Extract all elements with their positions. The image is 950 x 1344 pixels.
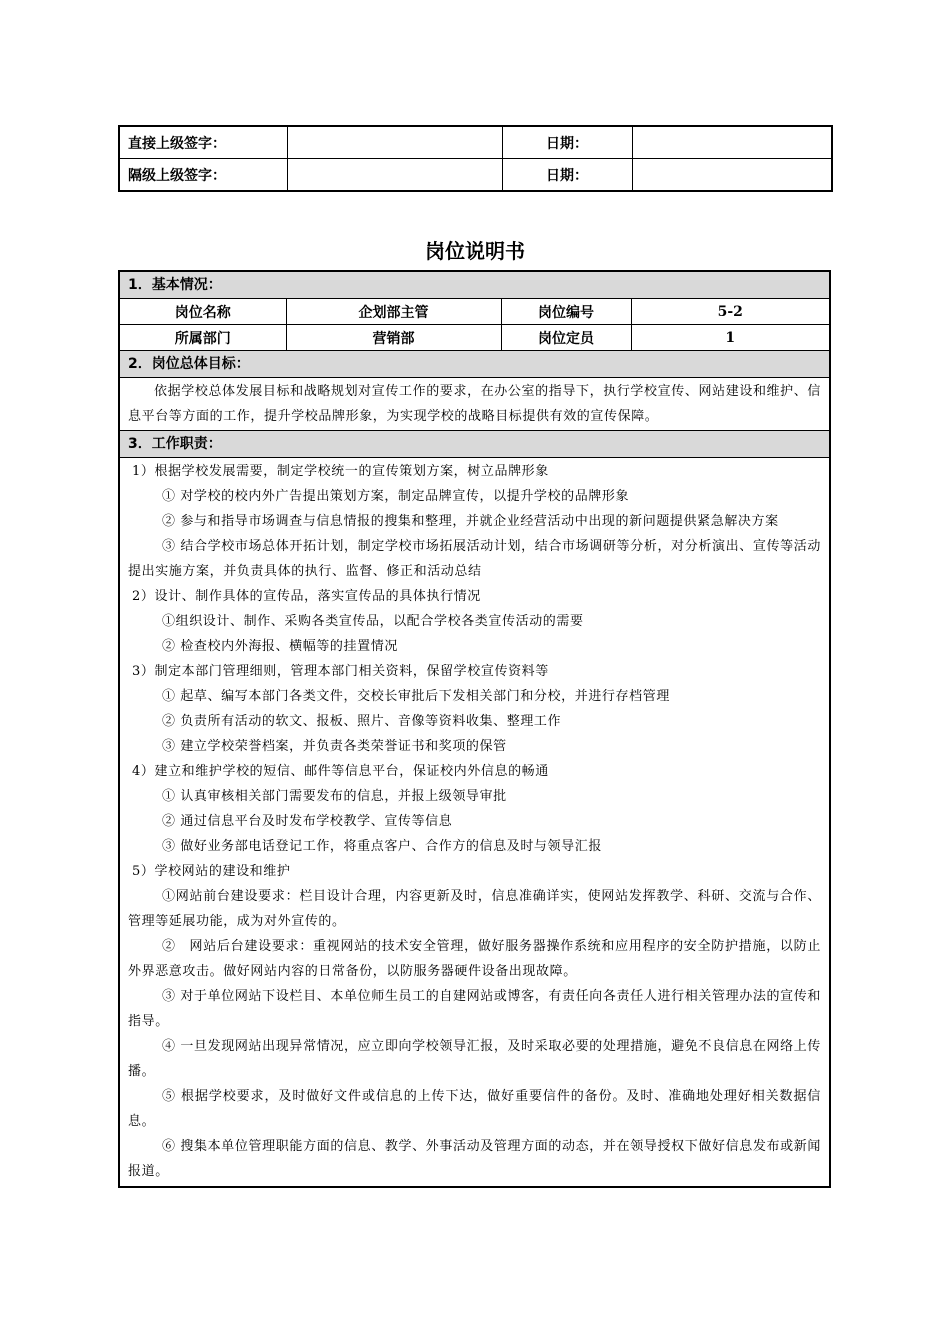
duty-subitem: ② 负责所有活动的软文、报板、照片、音像等资料收集、整理工作	[162, 714, 562, 729]
duty-subitem: ③ 做好业务部电话登记工作，将重点客户、合作方的信息及时与领导汇报	[162, 839, 602, 854]
field-label: 所属部门	[120, 325, 286, 351]
date-field[interactable]	[632, 126, 832, 159]
goal-text: 依据学校总体发展目标和战略规划对宣传工作的要求，在办公室的指导下，执行学校宣传、网站建设和维护、信息平台等方面的工作，提升学校品牌形象，为实现学校的战略目标提供有效的宣传保障。	[120, 378, 829, 431]
duty-subitem: ③ 对于单位网站下设栏目、本单位师生员工的自建网站或博客，有责任向各责任人进行相关管理办法的宣传和指导。	[128, 989, 821, 1029]
duty-subitem: ⑥ 搜集本单位管理职能方面的信息、教学、外事活动及管理方面的动态，并在领导授权下做好信息发布或新闻报道。	[128, 1139, 821, 1179]
duty-subitem: ② 检查校内外海报、横幅等的挂置情况	[162, 639, 398, 654]
field-label: 岗位名称	[120, 299, 286, 325]
basic-info-row	[120, 299, 829, 325]
date-label: 日期：	[502, 126, 632, 159]
duty-subitem: ① 起草、编写本部门各类文件，交校长审批后下发相关部门和分校，并进行存档管理	[162, 689, 670, 704]
duty-subitem: ① 认真审核相关部门需要发布的信息，并报上级领导审批	[162, 789, 507, 804]
duty-subitem: ④ 一旦发现网站出现异常情况，应立即向学校领导汇报，及时采取必要的处理措施，避免不良信息在网络上传播。	[128, 1039, 821, 1079]
duty-subitem: ⑤ 根据学校要求，及时做好文件或信息的上传下达，做好重要信件的备份。及时、准确地处理好相关数据信息。	[128, 1089, 821, 1129]
duty-subitem: ② 通过信息平台及时发布学校教学、宣传等信息	[162, 814, 453, 829]
direct-supervisor-label: 直接上级签字：	[119, 126, 287, 159]
duties-list	[120, 458, 829, 1186]
duty-item: 3）制定本部门管理细则，管理本部门相关资料，保留学校宣传资料等	[132, 664, 549, 679]
duty-item: 2）设计、制作具体的宣传品，落实宣传品的具体执行情况	[132, 589, 481, 604]
document-title: 岗位说明书	[425, 239, 525, 263]
signature-row	[119, 159, 832, 192]
duty-item: 4）建立和维护学校的短信、邮件等信息平台，保证校内外信息的畅通	[132, 764, 549, 779]
basic-info-row	[120, 325, 829, 351]
skip-level-supervisor-label: 隔级上级签字：	[119, 159, 287, 192]
duty-subitem: ③ 建立学校荣誉档案，并负责各类荣誉证书和奖项的保管	[162, 739, 507, 754]
duty-subitem: ② 网站后台建设要求：重视网站的技术安全管理，做好服务器操作系统和应用程序的安全防护措施，以防止外界恶意攻击。做好网站内容的日常备份，以防服务器硬件设备出现故障。	[128, 939, 821, 979]
duty-subitem: ① 对学校的校内外广告提出策划方案，制定品牌宣传，以提升学校的品牌形象	[162, 489, 630, 504]
duty-subitem: ③ 结合学校市场总体开拓计划，制定学校市场拓展活动计划，结合市场调研等分析，对分析演出、宣传等活动提出实施方案，并负责具体的执行、监督、修正和活动总结	[128, 539, 821, 579]
duty-subitem: ①网站前台建设要求：栏目设计合理，内容更新及时，信息准确详实，使网站发挥教学、科研、交流与合作、管理等延展功能，成为对外宣传的。	[128, 889, 821, 929]
skip-level-supervisor-signature-field[interactable]	[287, 159, 502, 192]
field-value: 企划部主管	[286, 299, 501, 325]
signature-table	[118, 125, 833, 192]
field-label: 岗位定员	[501, 325, 631, 351]
date-label: 日期：	[502, 159, 632, 192]
duty-subitem: ①组织设计、制作、采购各类宣传品，以配合学校各类宣传活动的需要	[162, 614, 584, 629]
section-heading-duties: 3．工作职责：	[120, 431, 829, 458]
section-heading-goal: 2．岗位总体目标：	[120, 351, 829, 378]
field-label: 岗位编号	[501, 299, 631, 325]
date-field[interactable]	[632, 159, 832, 192]
duty-item: 1）根据学校发展需要，制定学校统一的宣传策划方案，树立品牌形象	[132, 464, 549, 479]
field-value: 营销部	[286, 325, 501, 351]
basic-info-table	[120, 299, 829, 351]
direct-supervisor-signature-field[interactable]	[287, 126, 502, 159]
job-description-table	[118, 270, 831, 1188]
field-value: 5-2	[631, 299, 829, 325]
section-heading-basic: 1．基本情况：	[120, 272, 829, 299]
field-value: 1	[631, 325, 829, 351]
duty-subitem: ② 参与和指导市场调查与信息情报的搜集和整理，并就企业经营活动中出现的新问题提供紧急解决方案	[162, 514, 779, 529]
duty-item: 5）学校网站的建设和维护	[132, 864, 291, 879]
signature-row	[119, 126, 832, 159]
